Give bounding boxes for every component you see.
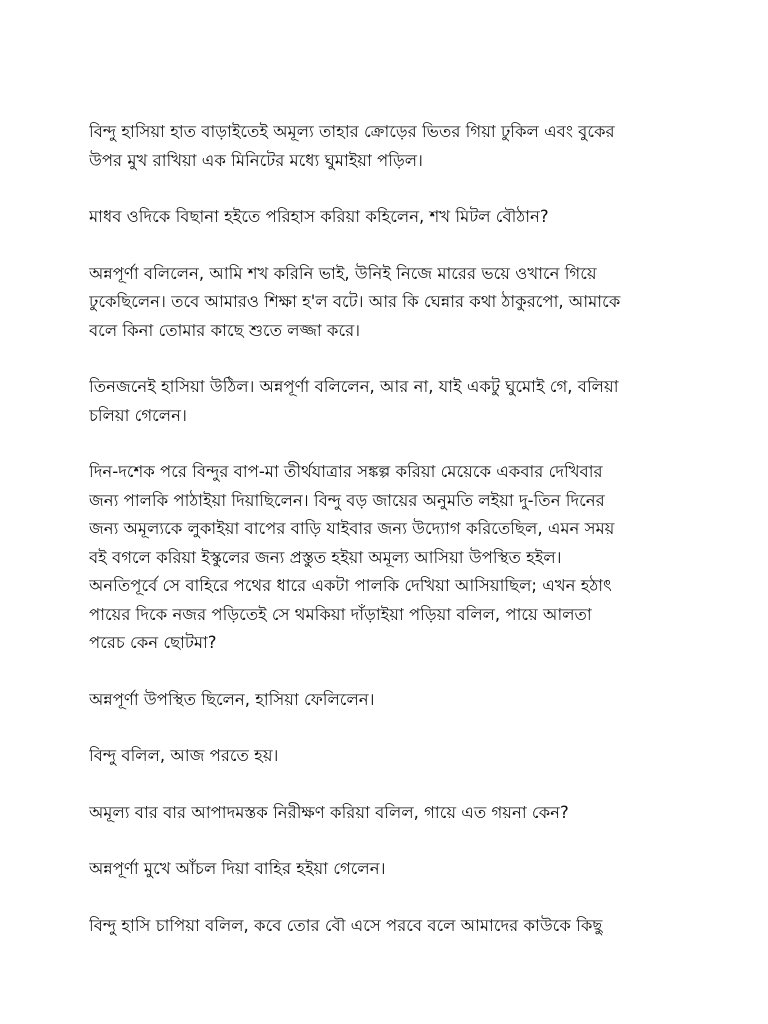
paragraph-4 bbox=[89, 373, 689, 430]
paragraph-5 bbox=[89, 458, 689, 658]
text-line: বিন্দু বলিল, আজ পরতে হয়। bbox=[89, 746, 279, 765]
text-line: বলে কিনা তোমার কাছে শুতে লজ্জা করে। bbox=[89, 320, 361, 340]
paragraph-2 bbox=[89, 203, 689, 232]
text-line: অন্নপূর্ণা উপস্থিত ছিলেন, হাসিয়া ফেলিলেন। bbox=[89, 689, 375, 709]
paragraph-1 bbox=[89, 118, 689, 175]
text-line: অন্নপূর্ণা মুখে আঁচল দিয়া বাহির হইয়া গেলেন। bbox=[89, 859, 386, 878]
paragraph-7 bbox=[89, 742, 689, 771]
text-line: জন্য পালকি পাঠাইয়া দিয়াছিলেন। বিন্দু বড় জায়ের অনুমতি লইয়া দু-তিন দিনের bbox=[89, 490, 605, 510]
paragraph-6 bbox=[89, 686, 689, 715]
text-line: অন্নপূর্ণা বলিলেন, আমি শখ করিনি ভাই, উনিই নিজে মারের ভয়ে ওখানে গিয়ে bbox=[89, 263, 597, 283]
text-line: জন্য অমূল্যকে লুকাইয়া বাপের বাড়ি যাইবার জন্য উদ্যোগ করিতেছিল, এমন সময় bbox=[89, 519, 615, 538]
text-line: বিন্দু হাসি চাপিয়া বলিল, কবে তোর বৌ এসে পরবে বলে আমাদের কাউকে কিছু bbox=[89, 915, 603, 935]
text-line: পায়ের দিকে নজর পড়িতেই সে থমকিয়া দাঁড়াইয়া পড়িয়া বলিল, পায়ে আলতা bbox=[89, 604, 592, 624]
text-line: দিন-দশেক পরে বিন্দুর বাপ-মা তীর্থযাত্রার সঙ্কল্প করিয়া মেয়েকে একবার দেখিবার bbox=[89, 462, 603, 481]
text-line: পরেচ কেন ছোটমা? bbox=[89, 633, 217, 652]
paragraph-9 bbox=[89, 855, 689, 884]
paragraph-3 bbox=[89, 260, 689, 346]
text-line: তিনজনেই হাসিয়া উঠিল। অন্নপূর্ণা বলিলেন, আর না, যাই একটু ঘুমোই গে, বলিয়া bbox=[89, 377, 619, 396]
text-line: বই বগলে করিয়া ইস্কুলের জন্য প্রস্তুত হইয়া অমূল্য আসিয়া উপস্থিত হইল। bbox=[89, 547, 562, 567]
paragraph-10 bbox=[89, 912, 689, 941]
text-line: ঢুকেছিলেন। তবে আমারও শিক্ষা হ'ল বটে। আর কি ঘেন্নার কথা ঠাকুরপো, আমাকে bbox=[89, 292, 621, 311]
text-line: অমূল্য বার বার আপাদমস্তক নিরীক্ষণ করিয়া বলিল, গায়ে এত গয়না কেন? bbox=[89, 802, 569, 822]
text-line: মাধব ওদিকে বিছানা হইতে পরিহাস করিয়া কহিলেন, শখ মিটল বৌঠান? bbox=[89, 207, 549, 226]
text-line: বিন্দু হাসিয়া হাত বাড়াইতেই অমূল্য তাহার ক্রোড়ের ভিতর গিয়া ঢুকিল এবং বুকের bbox=[89, 122, 615, 141]
paragraph-8 bbox=[89, 799, 689, 828]
text-line: অনতিপূর্বে সে বাহিরে পথের ধারে একটা পালকি দেখিয়া আসিয়াছিল; এখন হঠাৎ bbox=[89, 576, 612, 595]
text-column bbox=[89, 118, 689, 968]
text-line: চলিয়া গেলেন। bbox=[89, 405, 187, 425]
text-line: উপর মুখ রাখিয়া এক মিনিটের মধ্যে ঘুমাইয়া পড়িল। bbox=[89, 150, 423, 170]
